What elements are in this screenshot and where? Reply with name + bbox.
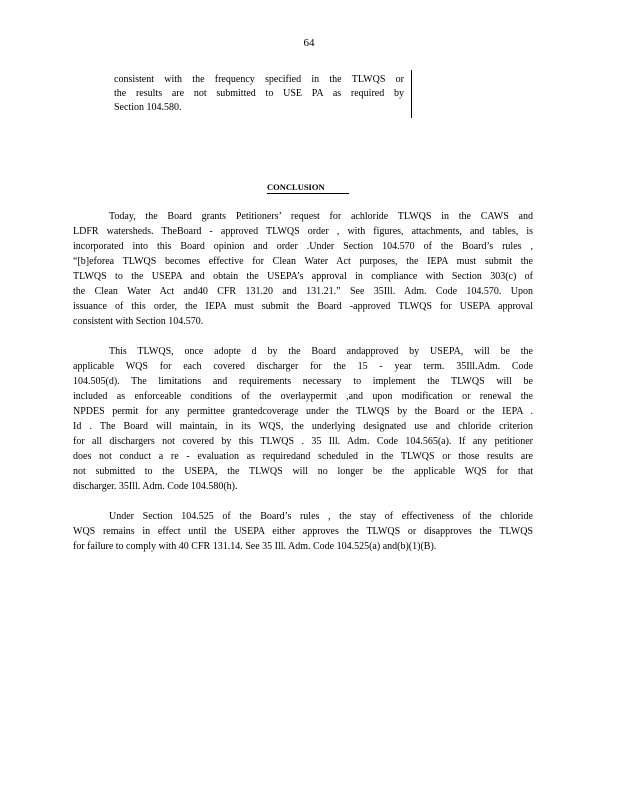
block-quote [114,73,404,115]
quote-line: the results are not submitted to USE PA as required by [114,88,404,99]
paragraph-line: 104.505(d). The limitations and requirements necessary to implement the TLWQS will be [73,376,533,387]
paragraph-3 [73,509,533,554]
paragraph-line: discharger. 35Ill. Adm. Code 104.580(h). [73,481,238,492]
paragraph-line: not submitted to the USEPA, the TLWQS will no longer be the applicable WQS for that [73,466,533,477]
quote-line: Section 104.580. [114,102,182,113]
paragraph-line: TLWQS to the USEPA and obtain the USEPA’s approval in compliance with Section 303(c) of [73,271,533,282]
quote-line: consistent with the frequency specified in the TLWQS or [114,74,404,85]
section-heading: CONCLUSION [267,182,349,194]
paragraph-line: for all dischargers not covered by this TLWQS . 35 Ill. Adm. Code 104.565(a). If any petitioner [73,436,533,447]
page-number: 64 [303,37,315,49]
paragraph-line: Id . The Board will maintain, in its WQS, the underlying designated use and chloride criterion [73,421,533,432]
paragraph-line: This TLWQS, once adopte d by the Board andapproved by USEPA, will be the [109,346,533,357]
paragraph-line: does not conduct a re - evaluation as requiredand scheduled in the TLWQS or those results are [73,451,533,462]
paragraph-line: issuance of this order, the IEPA must submit the Board -approved TLWQS for USEPA approval [73,301,533,312]
paragraph-line: incorporated into this Board opinion and order .Under Section 104.570 of the Board’s rules , [73,241,533,252]
paragraph-line: LDFR watersheds. TheBoard - approved TLWQS order , with figures, attachments, and tables, is [73,226,533,237]
paragraph-line: Today, the Board grants Petitioners’ request for achloride TLWQS in the CAWS and [109,211,533,222]
paragraph-line: consistent with Section 104.570. [73,316,204,327]
paragraph-2 [73,344,533,494]
paragraph-1 [73,209,533,329]
paragraph-line: included as enforceable conditions of the overlaypermit ,and upon modification or renewal the [73,391,533,402]
paragraph-line: Under Section 104.525 of the Board’s rules , the stay of effectiveness of the chloride [109,511,533,522]
paragraph-line: NPDES permit for any permittee grantedcoverage under the TLWQS by the Board or the IEPA . [73,406,533,417]
paragraph-line: applicable WQS for each covered discharger for the 15 - year term. 35Ill.Adm. Code [73,361,533,372]
paragraph-line: the Clean Water Act and40 CFR 131.20 and 131.21.” See 35Ill. Adm. Code 104.570. Upon [73,286,533,297]
paragraph-line: WQS remains in effect until the USEPA either approves the TLWQS or disapproves the TLWQS [73,526,533,537]
paragraph-line: “[b]eforea TLWQS becomes effective for Clean Water Act purposes, the IEPA must submit the [73,256,533,267]
paragraph-line: for failure to comply with 40 CFR 131.14. See 35 Ill. Adm. Code 104.525(a) and(b)(1)(B). [73,541,437,552]
quote-margin-bar [411,70,412,118]
